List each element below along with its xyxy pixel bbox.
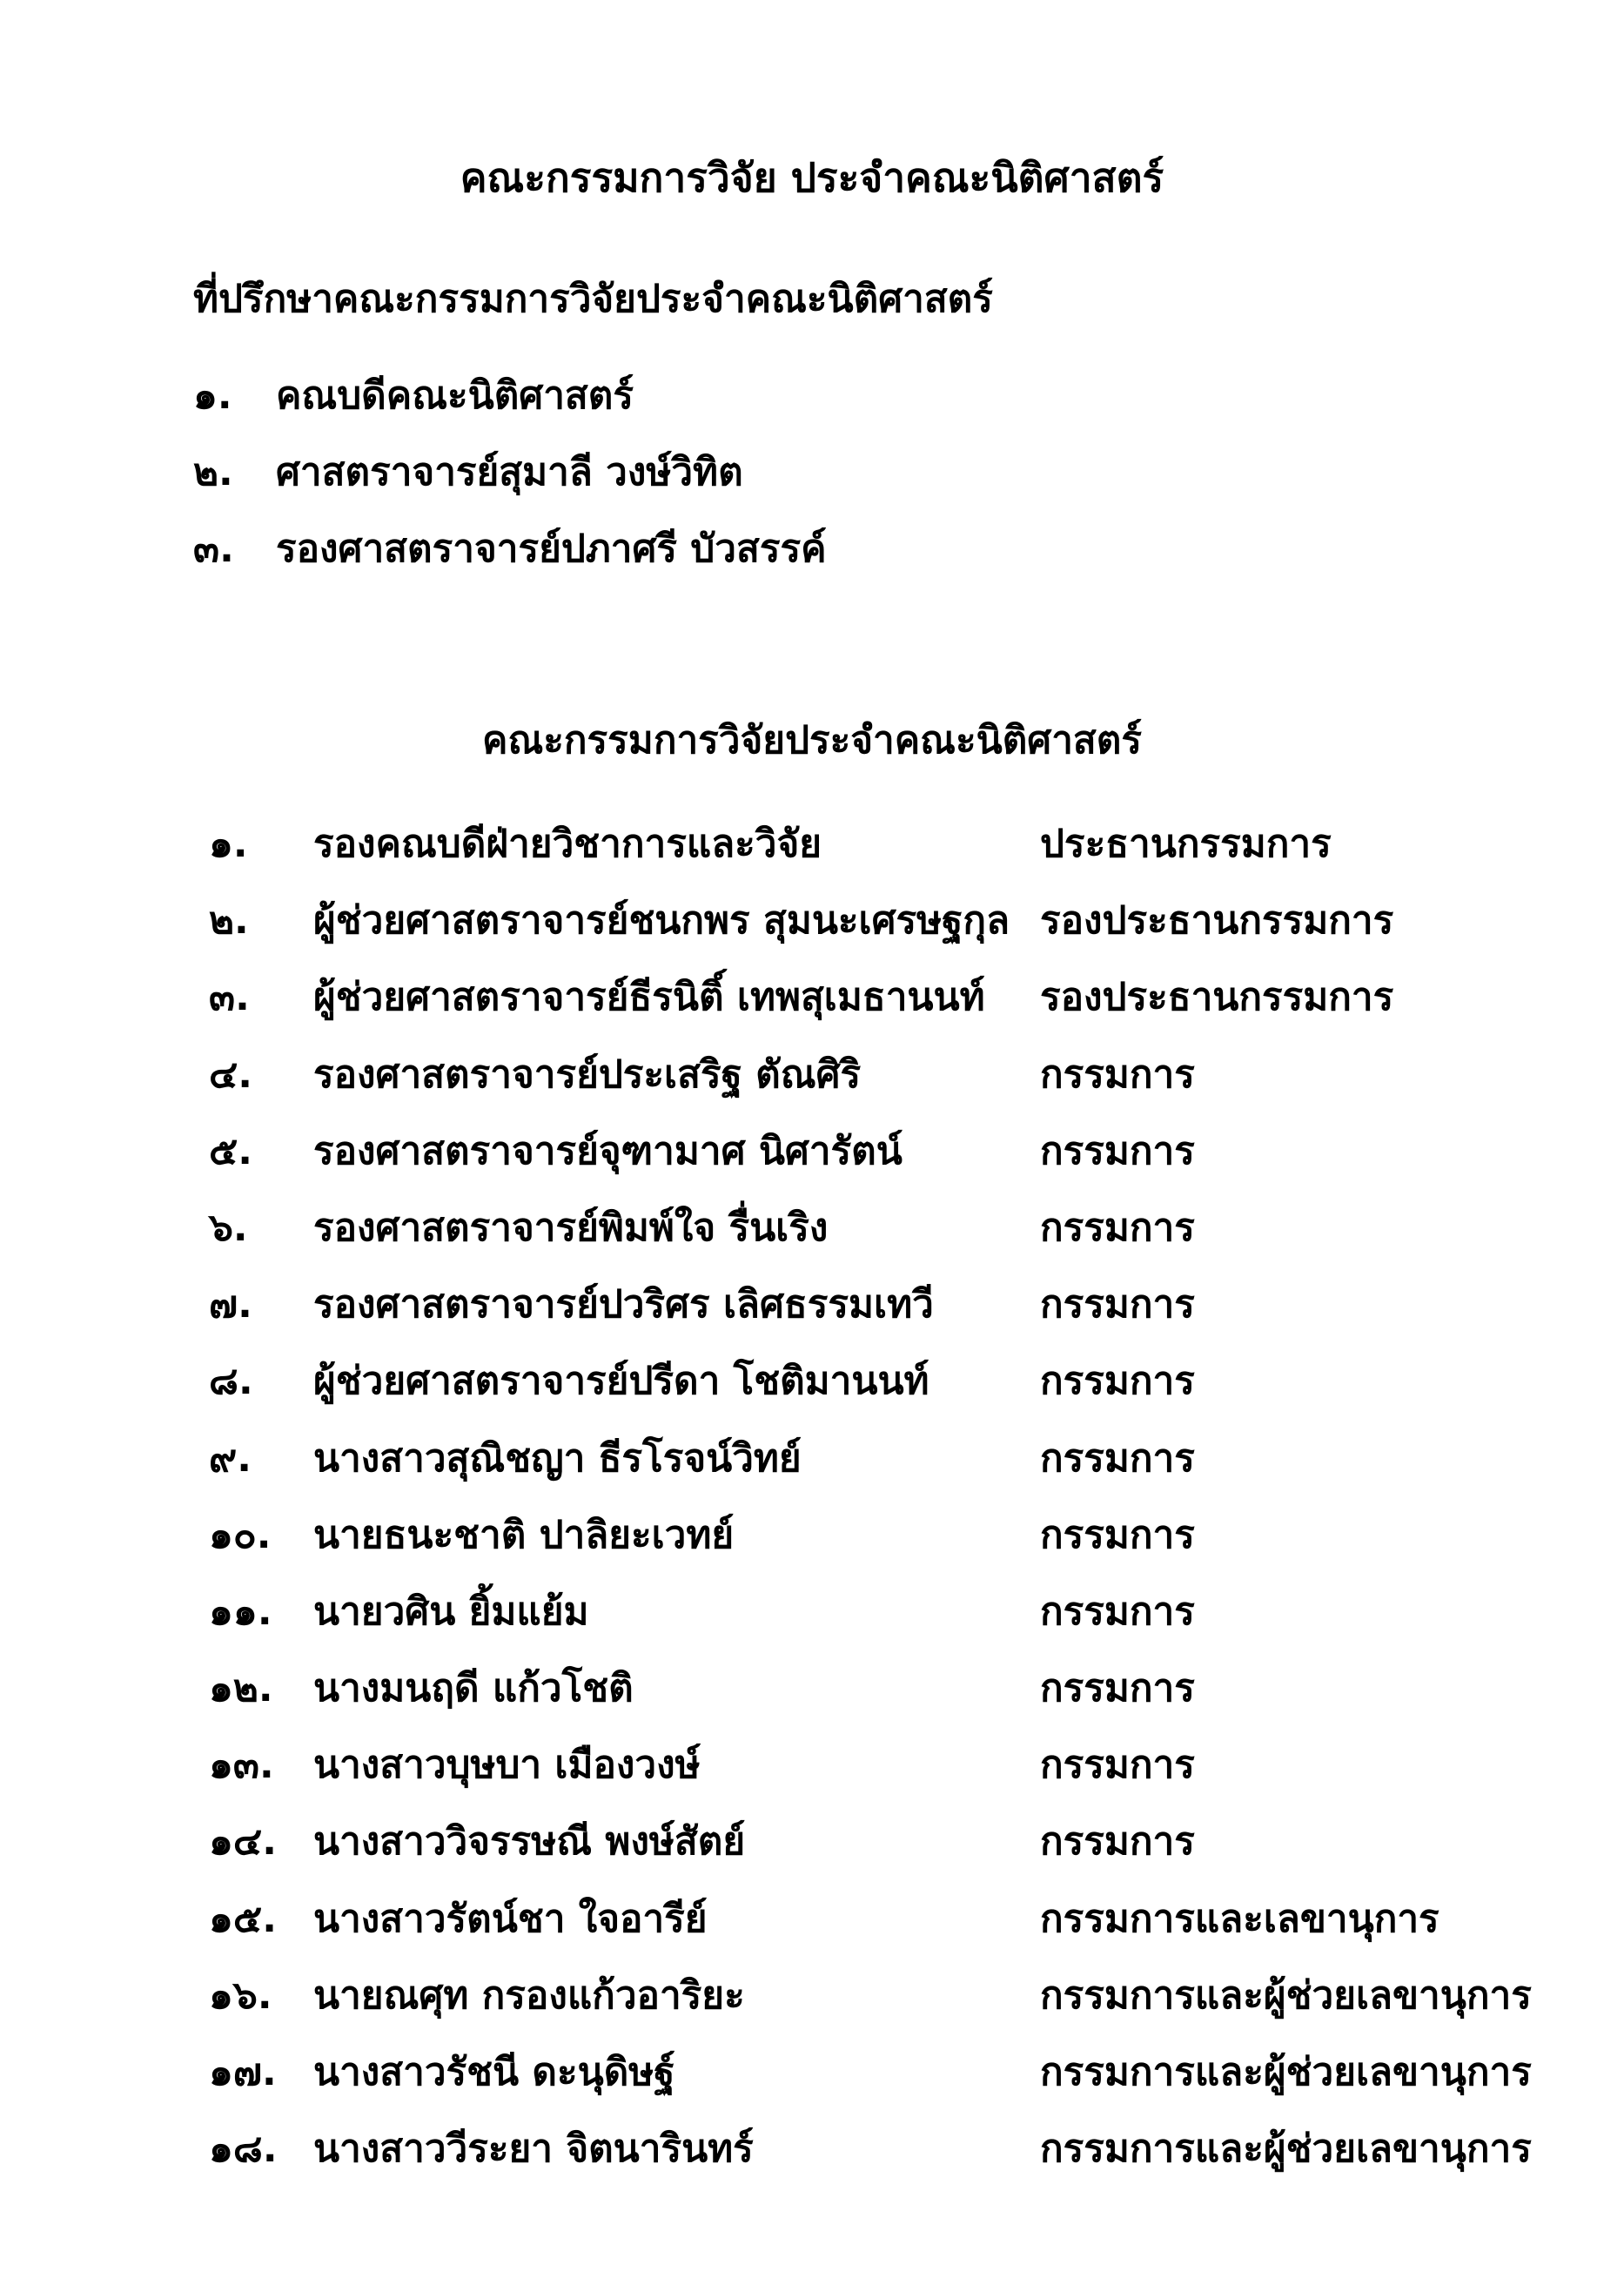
committee-member: [0, 1816, 1624, 1892]
member-number: ๘.: [209, 1359, 253, 1404]
member-number: ๑๗.: [209, 2050, 277, 2094]
advisor-name: ศาสตราจารย์สุมาลี วงษ์วิทิต: [276, 450, 743, 494]
committee-member: [0, 971, 1624, 1048]
member-name: นางสาวบุษบา เมืองวงษ์: [313, 1743, 701, 1788]
member-role: กรรมการและผู้ช่วยเลขานุการ: [1040, 2127, 1532, 2172]
member-role: กรรมการและผู้ช่วยเลขานุการ: [1040, 1972, 1532, 2018]
member-role: ประธานกรรมการ: [1040, 822, 1332, 866]
member-name: รองศาสตราจารย์ปวริศร เลิศธรรมเทวี: [313, 1282, 934, 1327]
member-number: ๑๒.: [209, 1666, 273, 1711]
advisor-number: ๓.: [193, 527, 234, 571]
advisor-number: ๑.: [193, 373, 232, 418]
committee-member: [0, 1355, 1624, 1432]
member-name: นางสาวรัตน์ชา ใจอารีย์: [313, 1896, 708, 1941]
member-role: กรรมการและเลขานุการ: [1040, 1896, 1439, 1941]
committee-member: [0, 895, 1624, 971]
member-name: ผู้ช่วยศาสตราจารย์ธีรนิติ์ เทพสุเมธานนท์: [313, 975, 985, 1020]
member-role: กรรมการ: [1040, 1435, 1195, 1481]
committee-member: [0, 1202, 1624, 1279]
member-number: ๗.: [209, 1282, 252, 1327]
member-name: นางสาวสุณิชญา ธีรโรจน์วิทย์: [313, 1435, 802, 1481]
advisors-heading: ที่ปรึกษาคณะกรรมการวิจัยประจำคณะนิติศาสตร์: [193, 277, 993, 321]
member-name: นายวศิน ยิ้มแย้ม: [313, 1589, 589, 1634]
member-number: ๑๐.: [209, 1512, 272, 1557]
committee-member: [0, 2046, 1624, 2123]
committee-member: [0, 1586, 1624, 1663]
committee-member: [0, 1739, 1624, 1816]
member-name: รองศาสตราจารย์พิมพ์ใจ รื่นเริง: [313, 1205, 829, 1250]
member-number: ๑.: [209, 822, 248, 866]
member-role: กรรมการ: [1040, 1819, 1195, 1865]
member-role: กรรมการ: [1040, 1282, 1195, 1327]
member-role: รองประธานกรรมการ: [1040, 898, 1394, 944]
committee-heading: คณะกรรมการวิจัยประจำคณะนิติศาสตร์: [482, 718, 1142, 763]
member-name: นายณศุท กรองแก้วอาริยะ: [313, 1972, 745, 2018]
member-name: รองศาสตราจารย์ประเสริฐ ตัณศิริ: [313, 1052, 862, 1097]
member-number: ๑๖.: [209, 1972, 272, 2018]
member-name: ผู้ช่วยศาสตราจารย์ปรีดา โชติมานนท์: [313, 1359, 929, 1404]
committee-list: [0, 818, 1624, 2200]
member-name: รองคณบดีฝ่ายวิชาการและวิจัย: [313, 822, 822, 866]
member-role: กรรมการ: [1040, 1359, 1195, 1404]
member-role: กรรมการ: [1040, 1205, 1195, 1250]
member-number: ๑๓.: [209, 1743, 274, 1788]
committee-member: [0, 1049, 1624, 1126]
member-name: นางสาวรัชนี ดะนุดิษฐ์: [313, 2050, 675, 2094]
member-role: กรรมการ: [1040, 1052, 1195, 1097]
member-number: ๒.: [209, 898, 249, 944]
member-role: กรรมการ: [1040, 1512, 1195, 1557]
advisor-number: ๒.: [193, 450, 233, 494]
member-role: กรรมการ: [1040, 1743, 1195, 1788]
member-number: ๑๔.: [209, 1819, 277, 1865]
member-name: นางสาววีระยา จิตนารินทร์: [313, 2127, 754, 2172]
committee-member: [0, 1279, 1624, 1355]
member-role: กรรมการ: [1040, 1589, 1195, 1634]
committee-member: [0, 1126, 1624, 1202]
page-title: คณะกรรมการวิจัย ประจำคณะนิติศาสตร์: [460, 154, 1164, 201]
member-role: กรรมการ: [1040, 1666, 1195, 1711]
member-role: กรรมการ: [1040, 1128, 1195, 1173]
member-number: ๖.: [209, 1205, 248, 1250]
member-number: ๑๘.: [209, 2127, 278, 2172]
member-number: ๑๑.: [209, 1589, 272, 1634]
member-number: ๑๕.: [209, 1896, 277, 1941]
member-name: นายธนะชาติ ปาลิยะเวทย์: [313, 1512, 735, 1557]
member-number: ๙.: [209, 1435, 252, 1481]
member-number: ๔.: [209, 1052, 253, 1097]
member-number: ๕.: [209, 1128, 253, 1173]
member-name: นางสาววิจรรษณี พงษ์สัตย์: [313, 1819, 746, 1865]
committee-member: [0, 1893, 1624, 1970]
member-number: ๓.: [209, 975, 250, 1020]
committee-member: [0, 2123, 1624, 2200]
advisor-name: คณบดีคณะนิติศาสตร์: [276, 373, 634, 418]
committee-member: [0, 1970, 1624, 2046]
committee-member: [0, 1433, 1624, 1509]
member-name: ผู้ช่วยศาสตราจารย์ชนกพร สุมนะเศรษฐกุล: [313, 898, 1010, 944]
member-role: รองประธานกรรมการ: [1040, 975, 1394, 1020]
committee-member: [0, 1509, 1624, 1586]
member-name: รองศาสตราจารย์จุฑามาศ นิศารัตน์: [313, 1128, 903, 1173]
advisor-name: รองศาสตราจารย์ปภาศรี บัวสรรค์: [276, 527, 827, 571]
member-role: กรรมการและผู้ช่วยเลขานุการ: [1040, 2050, 1532, 2094]
committee-member: [0, 1663, 1624, 1739]
member-name: นางมนฤดี แก้วโชติ: [313, 1666, 634, 1711]
committee-member: [0, 818, 1624, 895]
